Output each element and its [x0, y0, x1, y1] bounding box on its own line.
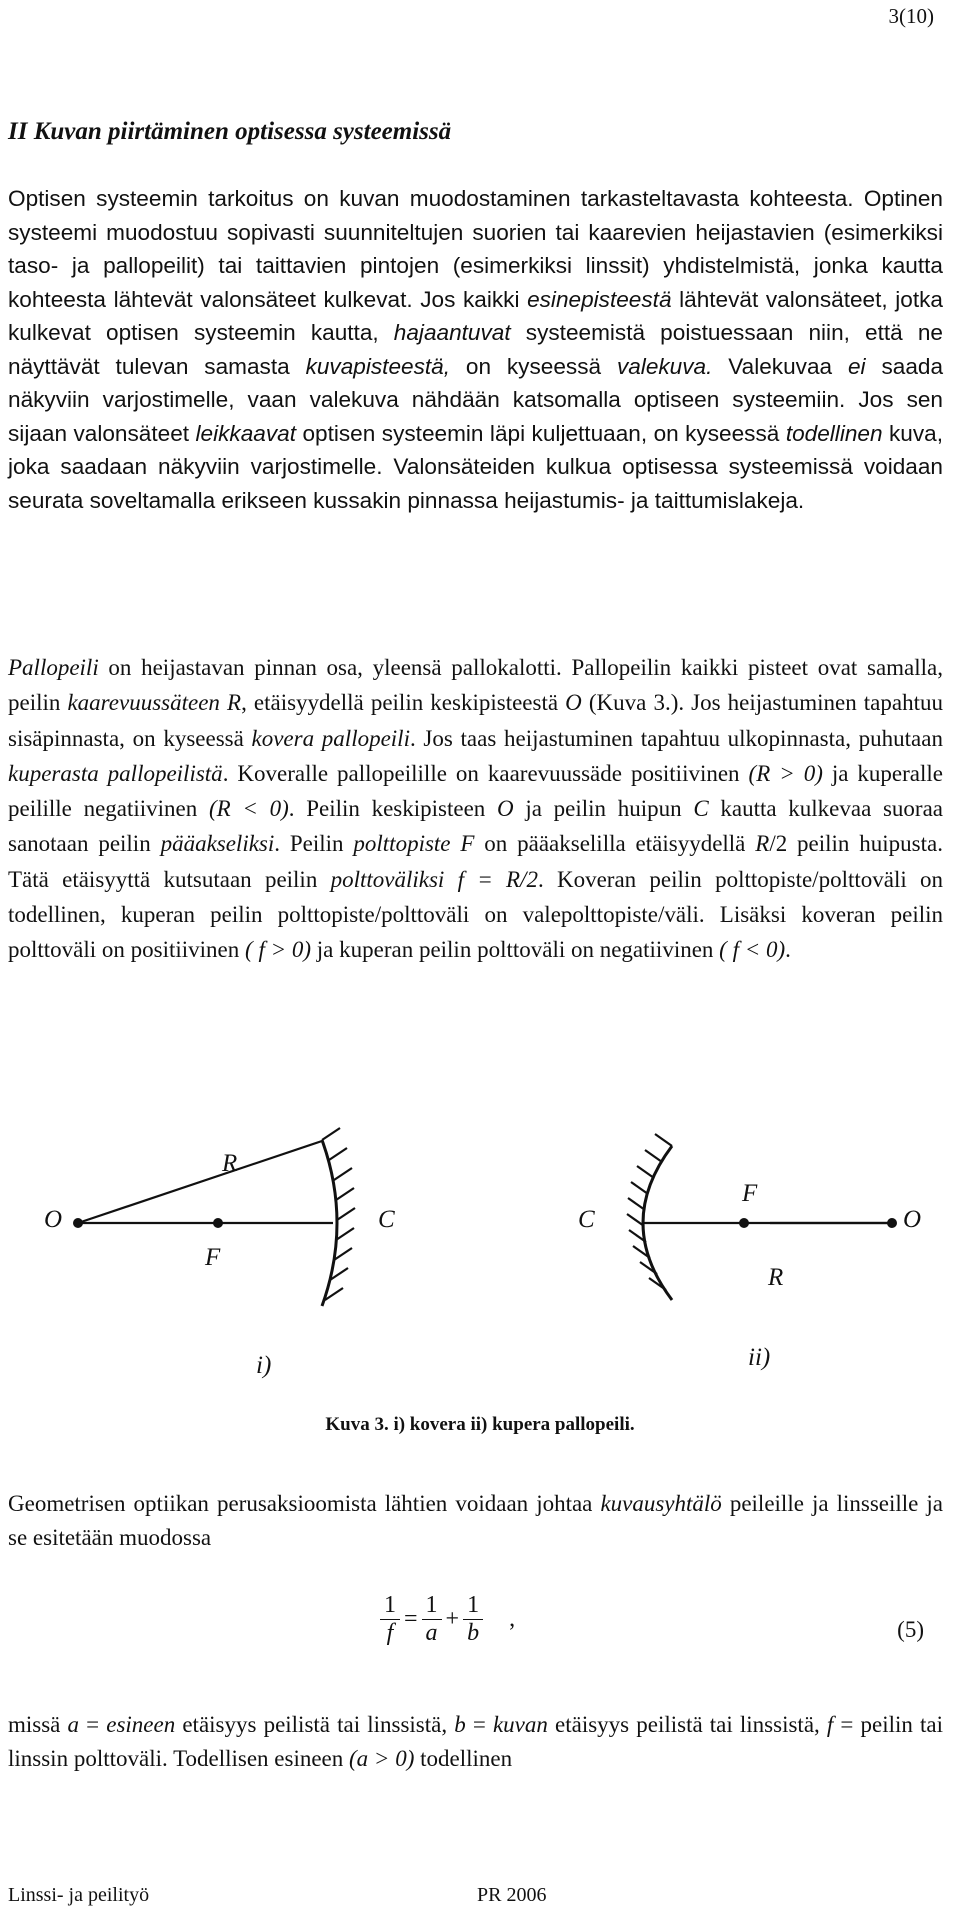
text-run: = peilin tai linssin polttoväli. Todellisen esineen	[8, 1712, 944, 1771]
text-run: on heijastavan pinnan osa, yleensä pallokalotti. Pallopeilin kaikki pisteet ovat samalla, peilin	[8, 655, 943, 716]
figure-caption: Kuva 3. i) kovera ii) kupera pallopeili.	[325, 1414, 635, 1435]
mirror-diagram	[0, 1120, 960, 1420]
text-run: . Peilin	[274, 831, 354, 857]
text-run: pääakseliksi	[160, 831, 275, 857]
text-run: saada näkyviin varjostimelle, vaan valekuva nähdään katsomalla optiseen systeemiin. Jos sen sijaan valonsäteet	[8, 353, 944, 446]
fraction-1-over-a: $\frac{1}{a}$	[422, 1592, 442, 1647]
text-run: R	[755, 831, 770, 857]
label-r-left: R	[222, 1150, 238, 1177]
label-f-left: F	[205, 1244, 221, 1271]
equation-number: (5)	[897, 1617, 924, 1642]
text-run: lähtevät valonsäteet, jotka kulkevat optisen systeemin kautta,	[8, 286, 943, 345]
text-run: kuvan	[492, 1712, 548, 1737]
text-run: ja kuperalle peilille negatiivinen	[8, 760, 943, 822]
text-run: peileille ja linsseille ja se esitetään muodossa	[8, 1491, 944, 1550]
text-run: etäisyys peilistä tai linssistä,	[175, 1712, 455, 1737]
text-run: . Koveran peilin polttopiste/polttoväli on todellinen, kuperan peilin polttopiste/polttoväli on valepolttopiste/väli. Lisäksi koveran peilin polttoväli on positiivinen	[8, 866, 943, 963]
pallopeili-paragraph	[8, 650, 943, 968]
point-o-left	[73, 1218, 83, 1228]
text-run: Optisen systeemin tarkoitus on kuvan muodostaminen tarkasteltavasta kohteesta. Optinen systeemi muodostuu sopivasti suunniteltujen suorien tai kaarevien heijastavien (esimerkiksi taso- ja pallopeilit) tai taittavien pintojen (esimerkiksi linssit) yhdistelmistä, jonka kautta kohteesta lähtevät valonsäteet kulkevat. Jos kaikki	[8, 186, 943, 312]
text-run: etäisyys peilistä tai linssistä,	[547, 1712, 827, 1737]
text-run: optisen systeemin läpi kuljettuaan, on kyseessä	[296, 420, 786, 446]
sublabel-i: i)	[256, 1352, 272, 1379]
text-run: Valekuvaa	[712, 353, 848, 379]
text-run: polttoväliksi f = R/2	[330, 866, 538, 892]
text-run: ( f < 0)	[719, 937, 786, 963]
lens-equation: $\frac{1}{f}$ = $\frac{1}{a}$ + $\frac{1}{b}$ ,	[380, 1592, 519, 1647]
text-run: a	[67, 1712, 80, 1737]
text-run: , etäisyydellä peilin keskipisteestä	[241, 690, 566, 716]
text-run: . Koveralle pallopeilille on kaarevuussäde positiivinen	[222, 760, 749, 786]
text-run: todellinen	[414, 1745, 513, 1771]
text-run: (R > 0)	[748, 760, 823, 786]
text-run: kuva, joka saadaan näkyviin varjostimelle. Valonsäteiden kulkua optisessa systeemissä voidaan seurata soveltamalla erikseen kussakin pinnassa heijastumis- ja taittumislakeja.	[8, 420, 944, 513]
text-run: kautta kulkevaa suoraa sanotaan peilin	[8, 796, 944, 857]
point-f-right	[739, 1218, 749, 1228]
text-run: Pallopeili	[8, 655, 99, 680]
text-run: O	[497, 796, 514, 822]
mirror-figure	[0, 1120, 960, 1425]
point-o-right	[887, 1218, 897, 1228]
text-run: O	[565, 690, 582, 716]
sublabel-ii: ii)	[748, 1344, 771, 1371]
point-f-left	[213, 1218, 223, 1228]
text-run: =	[79, 1712, 107, 1737]
label-f-right: F	[742, 1180, 758, 1207]
fraction-1-over-b: $\frac{1}{b}$	[463, 1592, 483, 1647]
label-c-right: C	[578, 1206, 595, 1233]
text-run: ja peilin huipun	[513, 796, 694, 822]
equation-intro-paragraph	[8, 1487, 943, 1554]
text-run: R	[227, 690, 242, 716]
text-run: kovera pallopeili	[251, 725, 410, 751]
text-run: ( f > 0)	[245, 937, 312, 963]
text-run: . Jos taas heijastuminen tapahtuu ulkopinnasta, puhutaan	[409, 725, 943, 751]
text-run: . Peilin keskipisteen	[288, 796, 497, 822]
text-run: b	[454, 1712, 466, 1737]
text-run: .	[785, 937, 791, 963]
radius-line-left	[78, 1141, 322, 1223]
definitions-paragraph	[8, 1708, 943, 1775]
text-run: systeemistä poistuessaan niin, että ne näyttävät tulevan samasta	[8, 320, 943, 379]
text-run: kuperasta pallopeilistä	[8, 760, 223, 786]
text-run: ja kuperan peilin polttoväli on negatiivinen	[311, 937, 720, 963]
intro-paragraph	[8, 182, 943, 517]
text-run: esineen	[106, 1712, 176, 1737]
page-number: 3(10)	[888, 4, 934, 28]
label-r-right: R	[768, 1264, 784, 1291]
text-run: (R < 0)	[208, 796, 289, 822]
label-o-left: O	[44, 1206, 63, 1233]
text-run: esinepisteestä	[527, 286, 672, 312]
text-run: =	[465, 1712, 493, 1737]
text-run: on pääakselilla etäisyydellä	[474, 831, 756, 857]
text-run: (Kuva 3.). Jos heijastuminen tapahtuu sisäpinnasta, on kyseessä	[8, 690, 943, 751]
footer-left: Linssi- ja peilityö	[8, 1884, 150, 1906]
label-c-left: C	[378, 1206, 395, 1233]
section-heading: II Kuvan piirtäminen optisessa systeemissä	[8, 118, 452, 145]
footer-right: PR 2006	[477, 1884, 547, 1906]
text-run: todellinen	[785, 420, 883, 446]
fraction-1-over-f: $\frac{1}{f}$	[380, 1592, 400, 1647]
text-run: polttopiste F	[353, 831, 475, 857]
convex-mirror-diagram	[627, 1134, 897, 1300]
text-run: Geometrisen optiikan perusaksioomista lähtien voidaan johtaa	[8, 1491, 601, 1516]
text-run: on kyseessä	[450, 353, 617, 379]
text-run	[220, 690, 227, 715]
text-run: /2 peilin huipusta. Tätä etäisyyttä kutsutaan peilin	[8, 831, 943, 892]
label-o-right: O	[903, 1206, 922, 1233]
text-run: valekuva.	[616, 353, 713, 379]
text-run: f	[826, 1712, 834, 1737]
text-run: (a > 0)	[349, 1745, 415, 1771]
text-run: kuvausyhtälö	[600, 1491, 722, 1516]
text-run: kaarevuussäteen	[67, 690, 220, 716]
text-run: kuvapisteestä,	[305, 353, 450, 379]
text-run: leikkaavat	[195, 420, 296, 446]
text-run: C	[693, 796, 709, 822]
concave-mirror-diagram	[73, 1128, 355, 1306]
text-run: missä	[8, 1712, 68, 1737]
text-run: hajaantuvat	[393, 320, 511, 345]
text-run: ei	[847, 353, 866, 379]
